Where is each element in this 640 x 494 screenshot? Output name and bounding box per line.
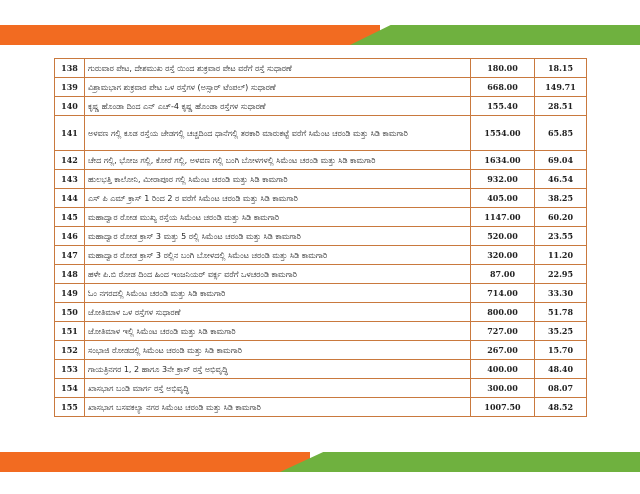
row-amount-2: 69.04 [535, 151, 587, 170]
row-amount-2: 08.07 [535, 379, 587, 398]
row-amount-1: 800.00 [471, 303, 535, 322]
row-amount-2: 11.20 [535, 246, 587, 265]
row-amount-2: 33.30 [535, 284, 587, 303]
row-amount-1: 267.00 [471, 341, 535, 360]
row-amount-1: 300.00 [471, 379, 535, 398]
row-amount-2: 22.95 [535, 265, 587, 284]
top-band-green [350, 25, 640, 45]
table-row [55, 116, 587, 151]
row-amount-1: 727.00 [471, 322, 535, 341]
table-row [55, 227, 587, 246]
row-description: ಜೋತಿಮಾಳ ಇಲ್ಲಿ ಸಿಮೆಂಟ ಚರಂಡಿ ಮತ್ತು ಸಿಡಿ ಕಾಮಗಾರಿ [85, 322, 471, 341]
row-amount-1: 400.00 [471, 360, 535, 379]
row-description: ಖಾಸಭಾಗ ಬಸವಕಲ್ಯಾ ನಗರ ಸಿಮೆಂಟ ಚರಂಡಿ ಮತ್ತು ಸಿಡಿ ಕಾಮಗಾರಿ [85, 398, 471, 417]
row-description: ಗಾಯತ್ರಿನಗರ 1, 2 ಹಾಗೂ 3ನೇ ಕ್ರಾಸ್ ರಸ್ತೆ ಅಭಿವೃದ್ಧಿ [85, 360, 471, 379]
row-description: ಮಹಾದ್ವಾರ ರೋಡ ಕ್ರಾಸ್ 3 ಮತ್ತು 5 ರಲ್ಲಿ ಸಿಮೆಂಟ ಚರಂಡಿ ಮತ್ತು ಸಿಡಿ ಕಾಮಗಾರಿ [85, 227, 471, 246]
row-description: ಓಂ ನಗರದಲ್ಲಿ ಸಿಮೆಂಟ ಚರಂಡಿ ಮತ್ತು ಸಿಡಿ ಕಾಮಗಾರಿ [85, 284, 471, 303]
row-number: 138 [55, 59, 85, 78]
works-table [54, 58, 587, 417]
bottom-band-orange [0, 452, 310, 472]
row-number: 154 [55, 379, 85, 398]
row-amount-2: 46.54 [535, 170, 587, 189]
row-description: ಗುರುವಾರ ಪೇಟ, ದೇಶಮುಖ ರಸ್ತೆ ಯಿಂದ ಶುಕ್ರವಾರ ಪೇಟ ವರೆಗೆ ರಸ್ತೆ ಸುಧಾರಣೆ [85, 59, 471, 78]
row-amount-2: 149.71 [535, 78, 587, 97]
works-table-body [55, 59, 587, 417]
top-color-band [0, 25, 640, 45]
row-number: 147 [55, 246, 85, 265]
bottom-color-band [0, 452, 640, 472]
table-row [55, 78, 587, 97]
row-description: ಜೋತಿಮಾಳ ಒಳ ರಸ್ತೆಗಳ ಸುಧಾರಣೆ [85, 303, 471, 322]
row-description: ಎಸ್ ಪಿ ಎಮ್ ಕ್ರಾಸ್ 1 ರಿಂದ 2 ರ ವರೆಗೆ ಸಿಮೆಂಟ ಚರಂಡಿ ಮತ್ತು ಸಿಡಿ ಕಾಮಗಾರಿ [85, 189, 471, 208]
row-amount-1: 405.00 [471, 189, 535, 208]
row-amount-2: 65.85 [535, 116, 587, 151]
row-number: 145 [55, 208, 85, 227]
table-row [55, 265, 587, 284]
row-number: 142 [55, 151, 85, 170]
row-description: ಕೃಷ್ಣ ಹೊಂಡಾ ದಿಂದ ಎನ್ ಎಚ್-4 ಕೃಷ್ಣ ಹೊಂಡಾ ರಸ್ತೆಗಳ ಸುಧಾರಣೆ [85, 97, 471, 116]
row-amount-1: 1634.00 [471, 151, 535, 170]
row-number: 141 [55, 116, 85, 151]
row-number: 150 [55, 303, 85, 322]
row-number: 151 [55, 322, 85, 341]
row-amount-2: 60.20 [535, 208, 587, 227]
row-amount-2: 51.78 [535, 303, 587, 322]
row-number: 149 [55, 284, 85, 303]
row-amount-1: 1554.00 [471, 116, 535, 151]
row-amount-1: 155.40 [471, 97, 535, 116]
row-number: 140 [55, 97, 85, 116]
row-amount-1: 1007.50 [471, 398, 535, 417]
row-amount-1: 714.00 [471, 284, 535, 303]
row-number: 152 [55, 341, 85, 360]
row-amount-1: 320.00 [471, 246, 535, 265]
row-amount-1: 932.00 [471, 170, 535, 189]
table-row [55, 360, 587, 379]
row-number: 143 [55, 170, 85, 189]
row-number: 148 [55, 265, 85, 284]
row-number: 153 [55, 360, 85, 379]
table-row [55, 208, 587, 227]
row-description: ಹಳೇ ಪಿ.ಬಿ ರೋಡ ದಿಂದ ಹಿಂದ ಇಂಜನಿಯರ್ ವರ್ಕ್ಸ ವರೆಗೆ ಒಳಚರಂಡಿ ಕಾಮಗಾರಿ [85, 265, 471, 284]
row-description: ವಿಶ್ರಾಮಭಾಗ ಶುಕ್ರವಾರ ಪೇಟ ಒಳ ರಸ್ತೆಗಳ (ಅಸ್ಸಾರ್ ಟೆಂಪಲ್) ಸುಧಾರಣೆ [85, 78, 471, 97]
row-amount-1: 87.00 [471, 265, 535, 284]
table-row [55, 398, 587, 417]
row-amount-1: 1147.00 [471, 208, 535, 227]
table-row [55, 151, 587, 170]
row-description: ಸಂಭಾಜಿ ರೋಡದಲ್ಲಿ ಸಿಮೆಂಟ ಚರಂಡಿ ಮತ್ತು ಸಿಡಿ ಕಾಮಗಾರಿ [85, 341, 471, 360]
row-number: 144 [55, 189, 85, 208]
row-amount-2: 38.25 [535, 189, 587, 208]
top-band-orange [0, 25, 380, 45]
row-amount-1: 668.00 [471, 78, 535, 97]
row-description: ಮಹಾದ್ವಾರ ರೋಡ ಕ್ರಾಸ್ 3 ರಲ್ಲಿನ ಬಂಗಿ ಬೋಳದಲ್ಲಿ ಸಿಮೆಂಟ ಚರಂಡಿ ಮತ್ತು ಸಿಡಿ ಕಾಮಗಾರಿ [85, 246, 471, 265]
row-description: ಅಳವಣ ಗಲ್ಲಿ ಕೂಡ ರಸ್ತೆಯ ಜೇಡಗಲ್ಲಿ ಚಚ್ಚದಿಂದ ಧಾನೆಗಲ್ಲಿ ತರಕಾರಿ ಮಾರುಕಟ್ಟೆ ವರೆಗೆ ಸಿಮೆಂಟ ಚರಂಡಿ ಮತ್ತು ಸಿಡಿ ಕಾಮಗಾರಿ [85, 116, 471, 151]
row-number: 155 [55, 398, 85, 417]
table-row [55, 341, 587, 360]
row-number: 146 [55, 227, 85, 246]
table-row [55, 246, 587, 265]
row-description: ಚೇದ ಗಲ್ಲಿ, ಭೋಜ ಗಲ್ಲಿ, ಕೋರೆ ಗಲ್ಲಿ, ಅಳವಣ ಗಲ್ಲಿ ಬಂಗಿ ಬೋಳಗಳಲ್ಲಿ ಸಿಮೆಂಟ ಚರಂಡಿ ಮತ್ತು ಸಿಡಿ ಕಾಮಗಾರಿ [85, 151, 471, 170]
table-row [55, 189, 587, 208]
table-row [55, 284, 587, 303]
row-amount-2: 48.40 [535, 360, 587, 379]
row-amount-2: 23.55 [535, 227, 587, 246]
table-row [55, 303, 587, 322]
row-amount-2: 28.51 [535, 97, 587, 116]
row-amount-2: 35.25 [535, 322, 587, 341]
row-number: 139 [55, 78, 85, 97]
row-amount-2: 15.70 [535, 341, 587, 360]
row-amount-1: 180.00 [471, 59, 535, 78]
row-description: ಮಹಾದ್ವಾರ ರೋಡ ಮುಖ್ಯ ರಸ್ತೆಯ ಸಿಮೆಂಟ ಚರಂಡಿ ಮತ್ತು ಸಿಡಿ ಕಾಮಗಾರಿ [85, 208, 471, 227]
table-row [55, 322, 587, 341]
table-row [55, 379, 587, 398]
table-row [55, 59, 587, 78]
row-amount-2: 18.15 [535, 59, 587, 78]
row-amount-1: 520.00 [471, 227, 535, 246]
table-row [55, 170, 587, 189]
row-description: ಖಾಸಭಾಗ ಬಂಡಿ ಮಾರ್ಗ ರಸ್ತೆ ಅಭಿವೃದ್ಧಿ [85, 379, 471, 398]
table-row [55, 97, 587, 116]
row-description: ಹುಲಭತ್ತಿ ಕಾಲೋನಿ, ಮೀರಾಪೂರ ಗಲ್ಲಿ ಸಿಮೆಂಟ ಚರಂಡಿ ಮತ್ತು ಸಿಡಿ ಕಾಮಗಾರಿ [85, 170, 471, 189]
row-amount-2: 48.52 [535, 398, 587, 417]
bottom-band-green [280, 452, 640, 472]
